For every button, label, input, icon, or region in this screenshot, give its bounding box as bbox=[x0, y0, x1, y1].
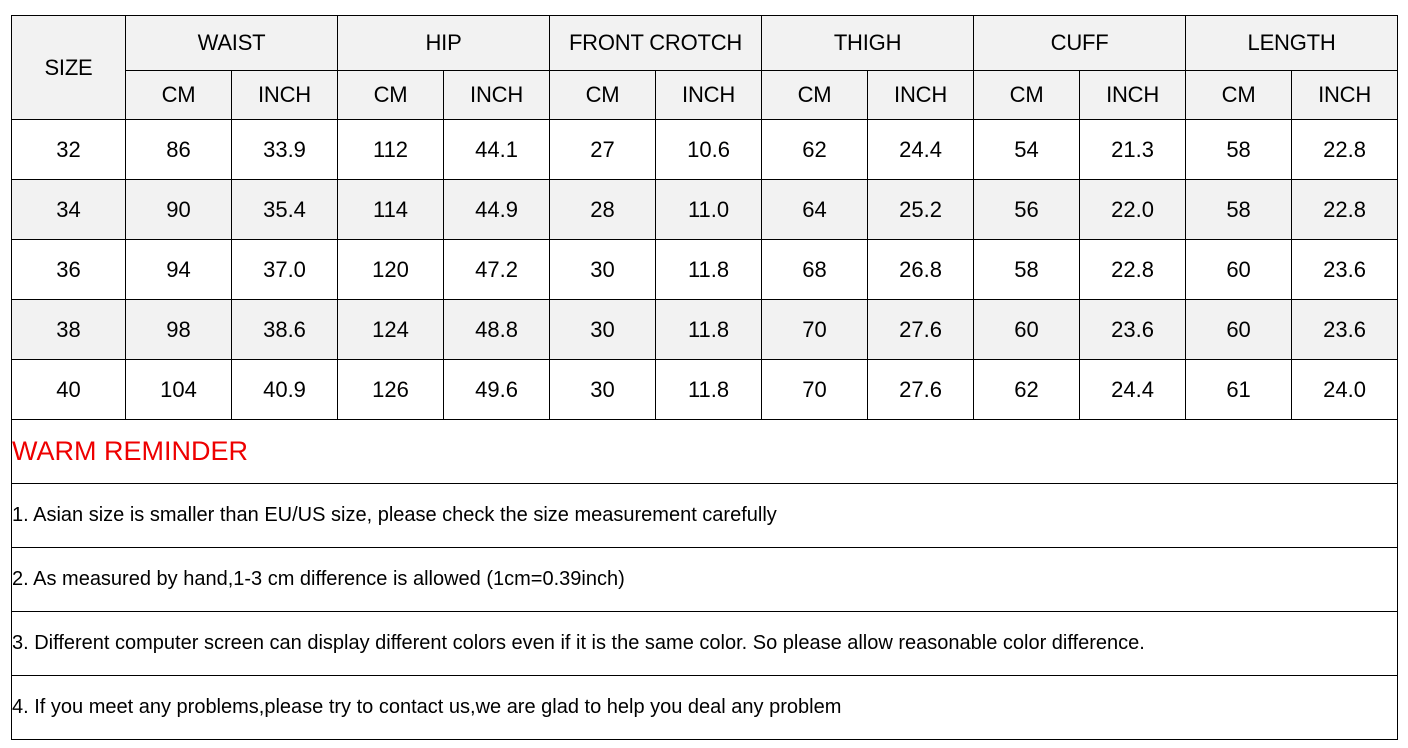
unit-cm: CM bbox=[338, 71, 444, 120]
value-cell: 47.2 bbox=[444, 240, 550, 300]
unit-inch: INCH bbox=[1080, 71, 1186, 120]
value-cell: 23.6 bbox=[1292, 300, 1398, 360]
value-cell: 35.4 bbox=[232, 180, 338, 240]
value-cell: 23.6 bbox=[1080, 300, 1186, 360]
reminder-note-row bbox=[12, 484, 1398, 548]
unit-cm: CM bbox=[550, 71, 656, 120]
value-cell: 24.4 bbox=[1080, 360, 1186, 420]
value-cell: 11.0 bbox=[656, 180, 762, 240]
value-cell: 11.8 bbox=[656, 360, 762, 420]
value-cell: 48.8 bbox=[444, 300, 550, 360]
unit-inch: INCH bbox=[656, 71, 762, 120]
size-cell: 36 bbox=[12, 240, 126, 300]
value-cell: 120 bbox=[338, 240, 444, 300]
value-cell: 60 bbox=[1186, 240, 1292, 300]
value-cell: 62 bbox=[762, 120, 868, 180]
size-cell: 40 bbox=[12, 360, 126, 420]
unit-cm: CM bbox=[1186, 71, 1292, 120]
header-length: LENGTH bbox=[1186, 16, 1398, 71]
table-row bbox=[12, 300, 1398, 360]
value-cell: 90 bbox=[126, 180, 232, 240]
size-cell: 38 bbox=[12, 300, 126, 360]
reminder-title: WARM REMINDER bbox=[12, 420, 1398, 484]
header-row-units bbox=[12, 71, 1398, 120]
value-cell: 98 bbox=[126, 300, 232, 360]
value-cell: 44.1 bbox=[444, 120, 550, 180]
value-cell: 86 bbox=[126, 120, 232, 180]
value-cell: 58 bbox=[1186, 120, 1292, 180]
header-cuff: CUFF bbox=[974, 16, 1186, 71]
reminder-note-row bbox=[12, 612, 1398, 676]
value-cell: 114 bbox=[338, 180, 444, 240]
reminder-note-1: 1. Asian size is smaller than EU/US size, please check the size measurement carefully bbox=[12, 484, 1398, 548]
reminder-note-2: 2. As measured by hand,1-3 cm difference is allowed (1cm=0.39inch) bbox=[12, 548, 1398, 612]
unit-cm: CM bbox=[974, 71, 1080, 120]
value-cell: 112 bbox=[338, 120, 444, 180]
reminder-note-4: 4. If you meet any problems,please try to contact us,we are glad to help you deal any problem bbox=[12, 676, 1398, 740]
value-cell: 22.0 bbox=[1080, 180, 1186, 240]
value-cell: 27.6 bbox=[868, 360, 974, 420]
value-cell: 60 bbox=[1186, 300, 1292, 360]
value-cell: 21.3 bbox=[1080, 120, 1186, 180]
value-cell: 23.6 bbox=[1292, 240, 1398, 300]
value-cell: 22.8 bbox=[1292, 120, 1398, 180]
value-cell: 58 bbox=[1186, 180, 1292, 240]
value-cell: 30 bbox=[550, 360, 656, 420]
value-cell: 22.8 bbox=[1292, 180, 1398, 240]
value-cell: 26.8 bbox=[868, 240, 974, 300]
value-cell: 70 bbox=[762, 360, 868, 420]
value-cell: 28 bbox=[550, 180, 656, 240]
reminder-title-row bbox=[12, 420, 1398, 484]
value-cell: 37.0 bbox=[232, 240, 338, 300]
value-cell: 24.4 bbox=[868, 120, 974, 180]
value-cell: 58 bbox=[974, 240, 1080, 300]
value-cell: 68 bbox=[762, 240, 868, 300]
value-cell: 70 bbox=[762, 300, 868, 360]
value-cell: 49.6 bbox=[444, 360, 550, 420]
unit-inch: INCH bbox=[444, 71, 550, 120]
size-cell: 32 bbox=[12, 120, 126, 180]
header-size: SIZE bbox=[12, 16, 126, 120]
value-cell: 27.6 bbox=[868, 300, 974, 360]
unit-inch: INCH bbox=[1292, 71, 1398, 120]
unit-inch: INCH bbox=[868, 71, 974, 120]
value-cell: 30 bbox=[550, 300, 656, 360]
value-cell: 11.8 bbox=[656, 300, 762, 360]
value-cell: 94 bbox=[126, 240, 232, 300]
value-cell: 64 bbox=[762, 180, 868, 240]
size-chart-table bbox=[11, 15, 1398, 740]
table-row bbox=[12, 240, 1398, 300]
header-hip: HIP bbox=[338, 16, 550, 71]
value-cell: 10.6 bbox=[656, 120, 762, 180]
value-cell: 62 bbox=[974, 360, 1080, 420]
value-cell: 126 bbox=[338, 360, 444, 420]
value-cell: 124 bbox=[338, 300, 444, 360]
value-cell: 30 bbox=[550, 240, 656, 300]
value-cell: 25.2 bbox=[868, 180, 974, 240]
header-front-crotch: FRONT CROTCH bbox=[550, 16, 762, 71]
value-cell: 22.8 bbox=[1080, 240, 1186, 300]
reminder-note-3: 3. Different computer screen can display different colors even if it is the same color. So please allow reasonable color difference. bbox=[12, 612, 1398, 676]
unit-cm: CM bbox=[762, 71, 868, 120]
unit-cm: CM bbox=[126, 71, 232, 120]
value-cell: 60 bbox=[974, 300, 1080, 360]
reminder-note-row bbox=[12, 548, 1398, 612]
table-row bbox=[12, 180, 1398, 240]
header-waist: WAIST bbox=[126, 16, 338, 71]
value-cell: 27 bbox=[550, 120, 656, 180]
value-cell: 104 bbox=[126, 360, 232, 420]
value-cell: 56 bbox=[974, 180, 1080, 240]
unit-inch: INCH bbox=[232, 71, 338, 120]
header-row-groups bbox=[12, 16, 1398, 71]
reminder-note-row bbox=[12, 676, 1398, 740]
value-cell: 33.9 bbox=[232, 120, 338, 180]
value-cell: 38.6 bbox=[232, 300, 338, 360]
size-cell: 34 bbox=[12, 180, 126, 240]
header-thigh: THIGH bbox=[762, 16, 974, 71]
value-cell: 44.9 bbox=[444, 180, 550, 240]
table-row bbox=[12, 360, 1398, 420]
value-cell: 24.0 bbox=[1292, 360, 1398, 420]
value-cell: 54 bbox=[974, 120, 1080, 180]
value-cell: 40.9 bbox=[232, 360, 338, 420]
value-cell: 11.8 bbox=[656, 240, 762, 300]
table-row bbox=[12, 120, 1398, 180]
value-cell: 61 bbox=[1186, 360, 1292, 420]
